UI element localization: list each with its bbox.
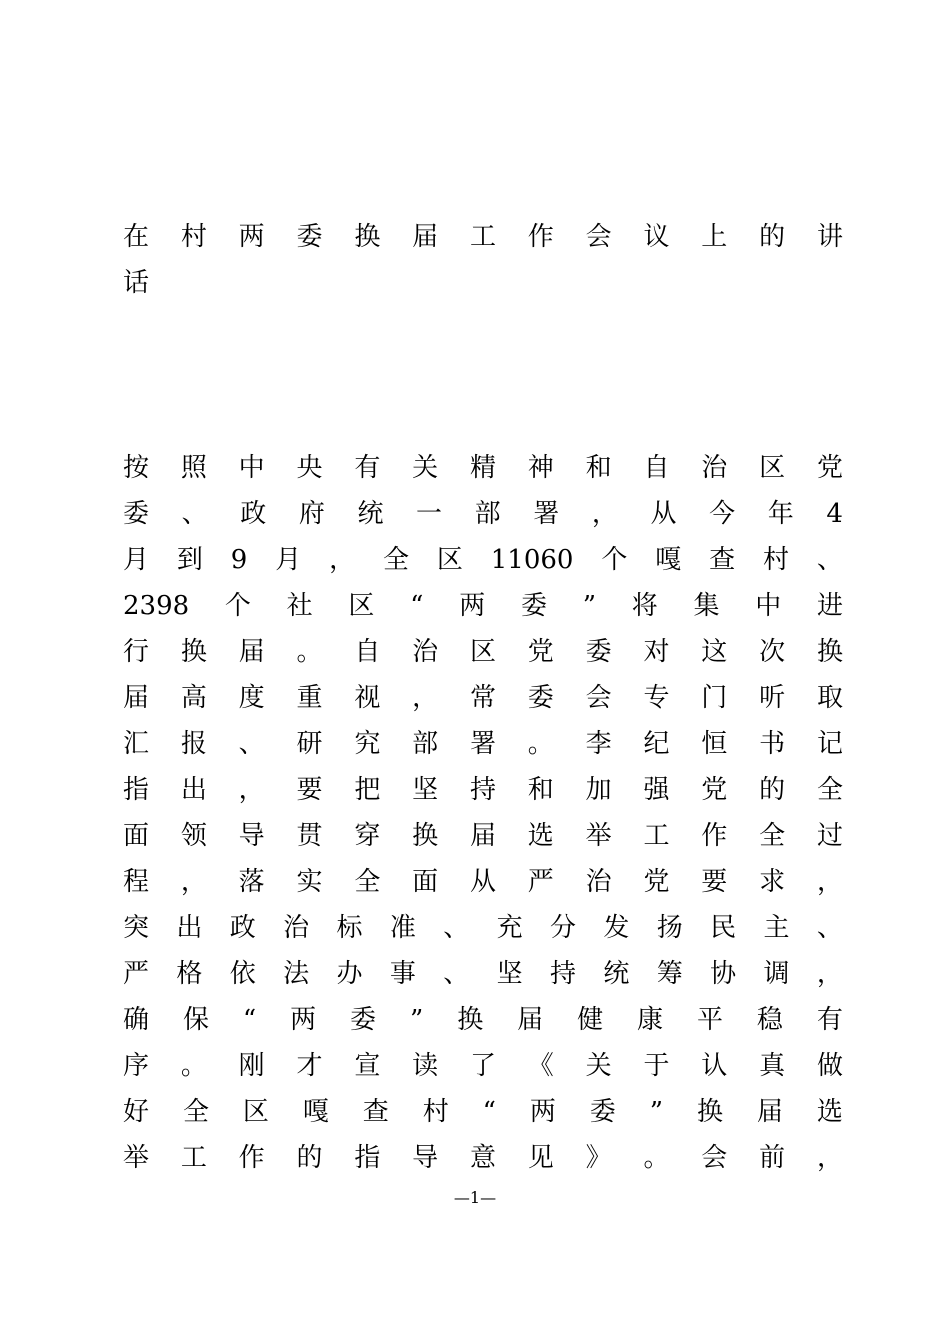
body-line: 汇 报 、 研 究 部 署 。 李 纪 恒 书 记 xyxy=(123,729,843,759)
body-line: 月 到 9 月 ， 全 区 11060 个 嘎 查 村 、 xyxy=(123,545,843,575)
title-line: 话 xyxy=(123,268,150,298)
page-number: —1— xyxy=(453,1188,497,1207)
body-line: 2398 个 社 区 “ 两 委 ” 将 集 中 进 xyxy=(123,591,843,621)
body-line: 届 高 度 重 视 ， 常 委 会 专 门 听 取 xyxy=(123,683,843,713)
title-line: 在 村 两 委 换 届 工 作 会 议 上 的 讲 xyxy=(123,222,843,252)
body-line: 严 格 依 法 办 事 、 坚 持 统 筹 协 调 ， xyxy=(123,959,843,989)
body-line: 突 出 政 治 标 准 、 充 分 发 扬 民 主 、 xyxy=(123,913,843,943)
body-line: 按 照 中 央 有 关 精 神 和 自 治 区 党 xyxy=(123,453,843,483)
body-line: 行 换 届 。 自 治 区 党 委 对 这 次 换 xyxy=(123,637,843,667)
body-line: 委 、 政 府 统 一 部 署 ， 从 今 年 4 xyxy=(123,499,843,529)
body-line: 程 ， 落 实 全 面 从 严 治 党 要 求 ， xyxy=(123,867,843,897)
body-line: 指 出 ， 要 把 坚 持 和 加 强 党 的 全 xyxy=(123,775,843,805)
body-line: 确 保 “ 两 委 ” 换 届 健 康 平 稳 有 xyxy=(123,1005,843,1035)
body-line: 举 工 作 的 指 导 意 见 》 。 会 前 ， xyxy=(123,1143,843,1173)
body-line: 面 领 导 贯 穿 换 届 选 举 工 作 全 过 xyxy=(123,821,843,851)
body-line: 好 全 区 嘎 查 村 “ 两 委 ” 换 届 选 xyxy=(123,1097,843,1127)
body-line: 序 。 刚 才 宣 读 了 《 关 于 认 真 做 xyxy=(123,1051,843,1081)
